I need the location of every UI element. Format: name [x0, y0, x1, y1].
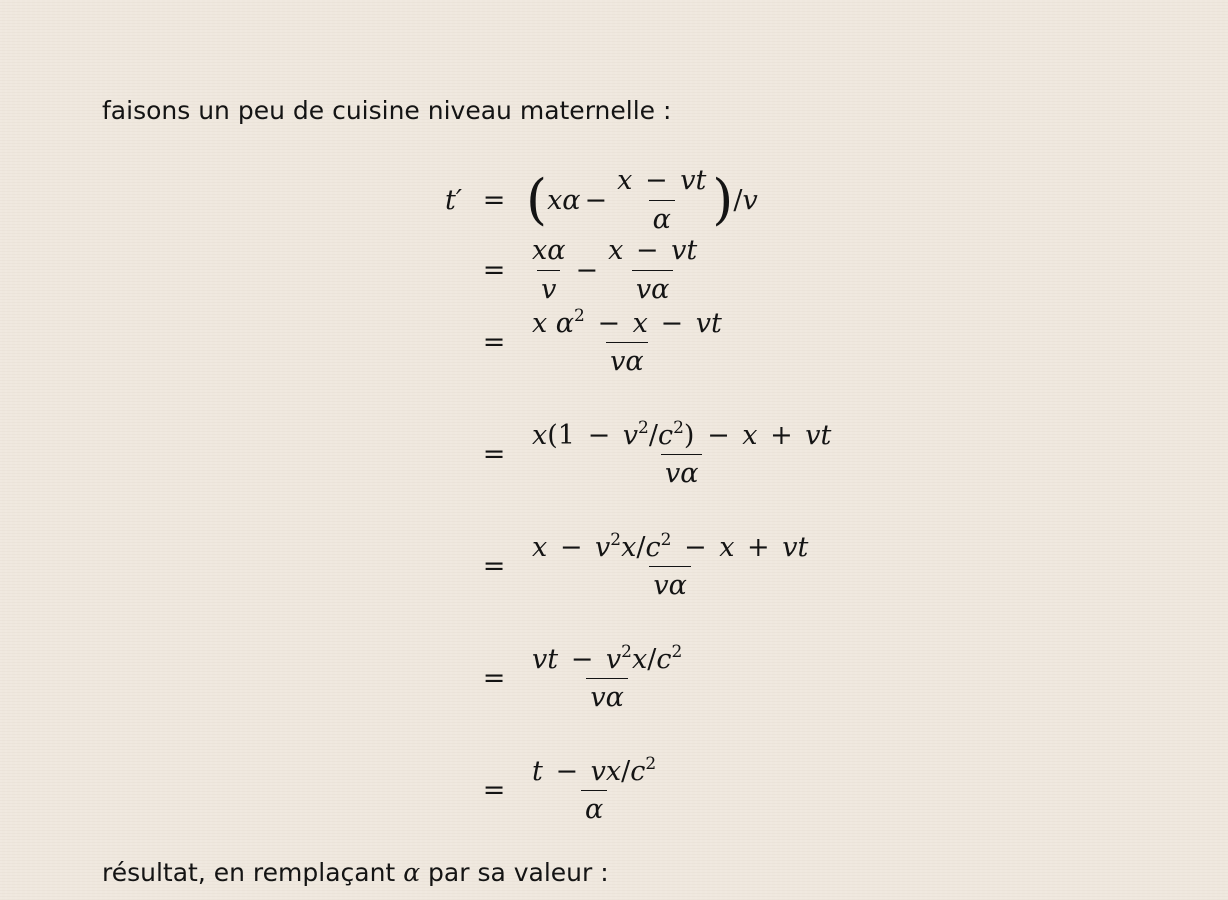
- equation-row-6: [0, 638, 1228, 718]
- equation-row-5: [0, 526, 1228, 606]
- result-text-before: résultat, en remplaçant: [102, 858, 396, 887]
- rhs-expression-5: $\frac{x - v^2x/c^2 - x + vt}{v\alpha}$: [532, 529, 809, 601]
- rhs-expression-6: $\frac{vt - v^2x/c^2}{v\alpha}$: [532, 641, 683, 713]
- intro-text: faisons un peu de cuisine niveau maternelle :: [102, 96, 672, 125]
- rhs-expression-3: $\frac{x \alpha^2 - x - vt}{v\alpha}$: [532, 305, 722, 377]
- equals-sign-2: =: [482, 254, 506, 286]
- result-text-after: par sa valeur :: [428, 858, 609, 887]
- equals-sign-6: =: [482, 662, 506, 694]
- rhs-expression-7: $\frac{t - vx/c^2}{\alpha}$: [532, 753, 657, 825]
- rhs-expression-2: $\frac{x\alpha}{v}$ − $\frac{x - vt}{v\alpha}$: [532, 235, 698, 305]
- alpha-symbol: α: [403, 858, 421, 887]
- rhs-expression-1: ( xα − $\frac{x - vt}{\alpha}$ ) / v: [526, 165, 758, 235]
- equals-sign-7: =: [482, 774, 506, 806]
- equation-row-1: [0, 160, 1228, 240]
- equation-row-7: [0, 750, 1228, 830]
- equation-row-2: [0, 230, 1228, 310]
- equals-sign-3: =: [482, 326, 506, 358]
- equation-row-4: [0, 414, 1228, 494]
- equals-sign-4: =: [482, 438, 506, 470]
- result-text: [102, 858, 609, 888]
- equals-sign-1: =: [482, 184, 506, 216]
- lhs-t-prime: t′: [445, 184, 462, 216]
- rhs-expression-4: $\frac{x(1 - v^2/c^2) - x + vt}{v\alpha}$: [532, 417, 832, 489]
- equals-sign-5: =: [482, 550, 506, 582]
- equation-row-3: [0, 302, 1228, 382]
